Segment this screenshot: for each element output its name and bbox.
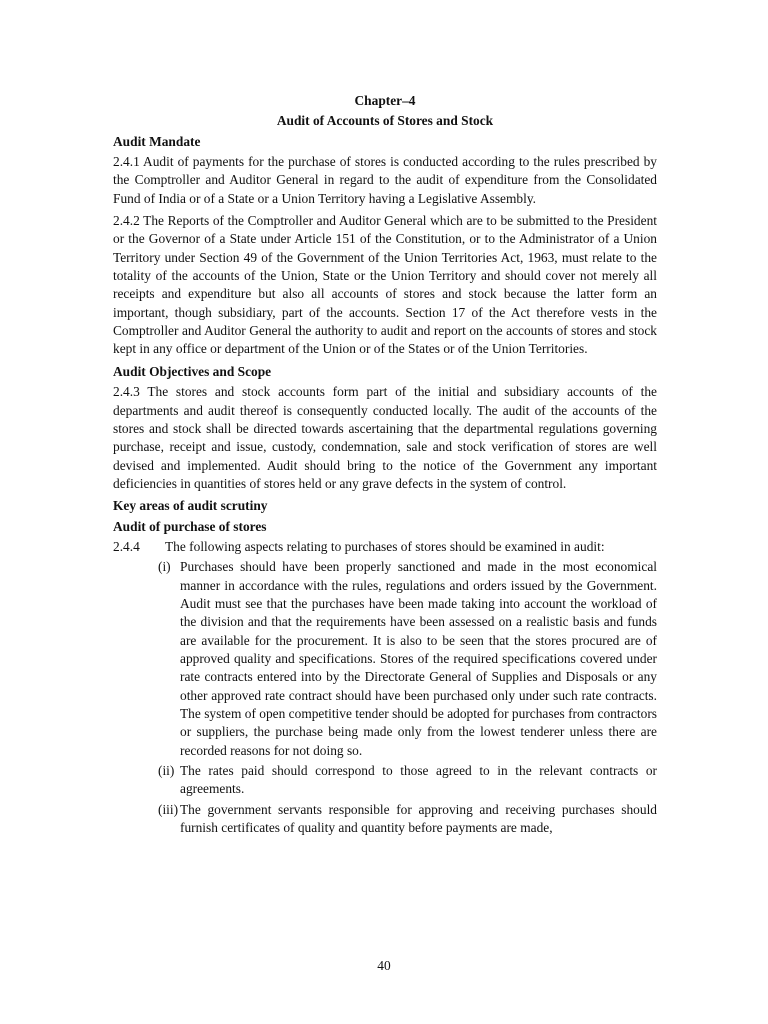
purchase-aspects-list [113,558,657,837]
document-page [113,92,657,839]
list-item-text: The government servants responsible for approving and receiving purchases should furnish certificates of quality and quantity before payments are made, [180,801,657,836]
list-marker: (iii) [158,801,179,817]
paragraph-text: The following aspects relating to purchases of stores should be examined in audit: [165,538,605,554]
chapter-title: Audit of Accounts of Stores and Stock [276,113,494,129]
list-item-text: Purchases should have been properly sanctioned and made in the most economical manner in accordance with the rules, regulations and orders issued by the Government. Audit must see that the purchases have been made taking into account the workload of the division and that the requirements have been assessed on a realistic basis and funds are available for the procurement. It is also to be seen that the stores procured are of approved quality and specifications. Stores of the required specifications covered under rate contracts entered into by the Directorate General of Supplies and Disposals or any other approved rate contract should have been purchased only under such rate contracts. The system of open competitive tender should be adopted for purchases from contractors or suppliers, the purchase being made only from the lowest tenderer unless there are recorded reasons for not doing so. [180,559,657,758]
paragraph-number: 2.4.4 [113,538,140,554]
list-marker: (i) [158,559,171,575]
list-item [158,762,657,799]
page-number: 40 [377,958,391,973]
list-marker: (ii) [158,763,175,779]
audit-objectives-heading: Audit Objectives and Scope [113,363,272,379]
paragraph-2-4-3: 2.4.3 The stores and stock accounts form part of the initial and subsidiary accounts of the departments and audit thereof is consequently conducted locally. The audit of the accounts of the stores and stock shall be directed towards ascertaining that the departmental regulations governing purchase, receipt and issue, custody, condemnation, sale and stock verification of stores are well devised and implemented. Audit should bring to the notice of the Government any important deficiencies in quantities of stores held or any grave defects in the system of control. [113,384,657,491]
key-areas-heading: Key areas of audit scrutiny [113,498,268,514]
paragraph-2-4-1: 2.4.1 Audit of payments for the purchase of stores is conducted according to the rules prescribed by the Comptroller and Auditor General in regard to the audit of expenditure from the Consolidated Fund of India or of a State or a Union Territory having a Legislative Assembly. [113,154,657,206]
audit-mandate-heading: Audit Mandate [113,133,201,149]
list-item [158,801,657,838]
list-item [158,558,657,760]
paragraph-2-4-2: 2.4.2 The Reports of the Comptroller and Auditor General which are to be submitted to the President or the Governor of a State under Article 151 of the Constitution, or to the Administrator of a Union Territory under Section 49 of the Government of the Union Territories Act, 1963, must relate to the totality of the accounts of the Union, State or the Union Territory and should cover not merely all receipts and expenditure but also all accounts of stores and stock because the latter form an important, though subsidiary, part of the accounts. Section 17 of the Act therefore vests in the Comptroller and Auditor General the authority to audit and report on the accounts of stores and stock kept in any office or department of the Union or of the States or of the Union Territories. [113,213,657,357]
list-item-text: The rates paid should correspond to those agreed to in the relevant contracts or agreements. [180,763,657,797]
paragraph-2-4-4 [113,538,657,556]
chapter-heading: Chapter–4 [354,93,416,108]
purchase-heading: Audit of purchase of stores [113,518,267,534]
